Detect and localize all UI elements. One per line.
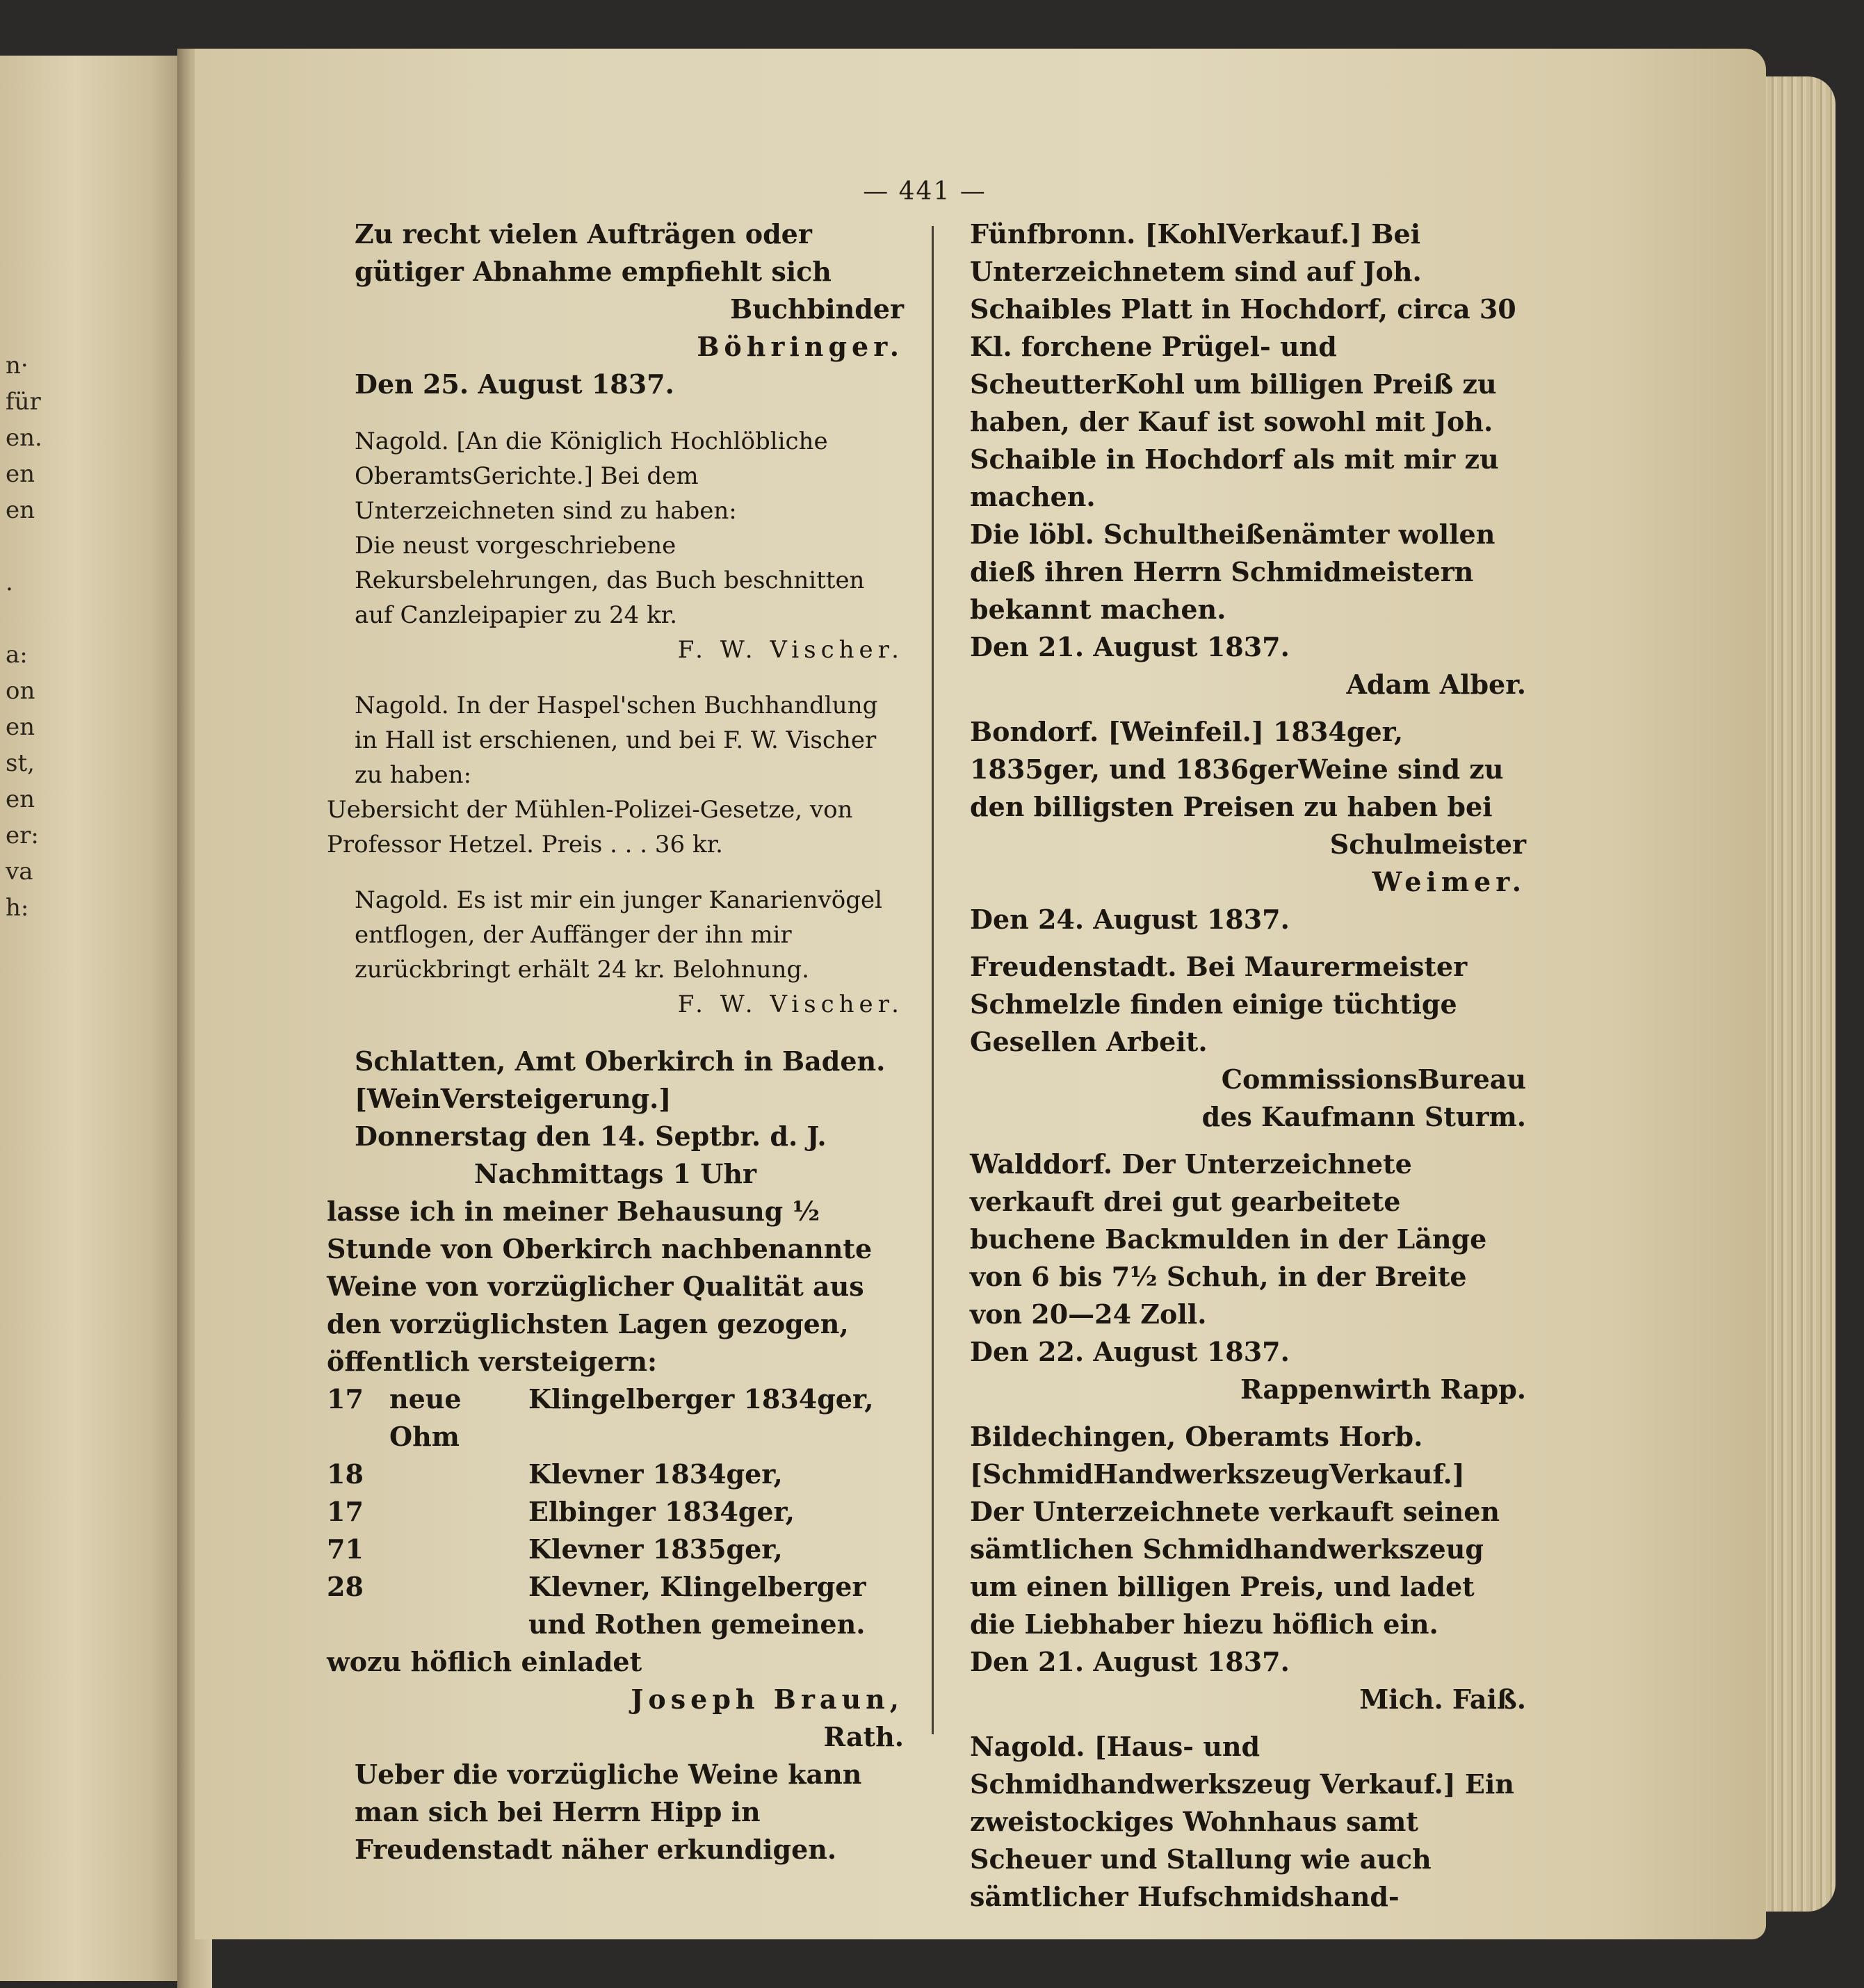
notice-text: Bondorf. [Weinfeil.] 1834ger, 1835ger, und 1836gerWeine sind zu den billigsten Preisen zu haben bei	[970, 716, 1504, 822]
notice-bondorf	[942, 713, 1526, 938]
notice-text: Fünfbronn. [KohlVerkauf.] Bei Unterzeichnetem sind auf Joh. Schaibles Platt in Hochdorf, circa 30 Kl. forchene Prügel- und ScheutterKohl um billigen Preiß zu haben, der Kauf ist sowohl mit Joh. Schaible in Hochdorf als mit mir zu machen.	[970, 218, 1516, 512]
notice-note: Ueber die vorzügliche Weine kann man sich bei Herrn Hipp in Freudenstadt näher erkundigen.	[355, 1759, 862, 1865]
right-column	[942, 215, 1526, 1916]
wine-row: 71 Klevner 1835ger,	[327, 1533, 783, 1565]
notice-fuenfbronn	[942, 215, 1526, 703]
notice-signature: Böhringer.	[697, 331, 904, 362]
notice-date: Den 24. August 1837.	[970, 904, 1290, 935]
notice-canary	[327, 883, 904, 1022]
notice-nagold-house	[942, 1728, 1526, 1916]
notice-signature: Buchbinder	[730, 293, 904, 325]
wine-row: 17 neue Ohm Klingelberger 1834ger,	[327, 1383, 874, 1452]
notice-signature: Joseph Braun,	[631, 1684, 904, 1715]
notice-date: Den 25. August 1837.	[355, 368, 674, 400]
notice-schlatten	[327, 1043, 904, 1868]
notice-signature: F. W. Vischer.	[677, 991, 904, 1018]
notice-text: Nagold. In der Haspel'schen Buchhandlung in Hall ist erschienen, und bei F. W. Vischer zu haben:	[355, 692, 878, 789]
notice-boehringer	[327, 215, 904, 403]
wine-row-continuation: und Rothen gemeinen.	[528, 1608, 866, 1640]
page-number: — 441 —	[863, 177, 987, 206]
notice-freudenstadt	[942, 948, 1526, 1136]
left-column	[327, 215, 904, 1868]
notice-text: lasse ich in meiner Behausung ½ Stunde von Oberkirch nachbenannte Weine von vorzüglicher Qualität aus den vorzüglichsten Lagen gezogen, öffentlich versteigern:	[327, 1196, 873, 1377]
notice-text: Walddorf. Der Unterzeichnete verkauft drei gut gearbeitete buchene Backmulden in der Länge von 6 bis 7½ Schuh, in der Breite von 20—24 Zoll.	[970, 1148, 1487, 1330]
left-page	[0, 56, 188, 1981]
notice-text: Die neust vorgeschriebene Rekursbelehrungen, das Buch beschnitten auf Canzleipapier zu 24 kr.	[355, 532, 865, 629]
notice-date: Den 22. August 1837.	[970, 1336, 1290, 1367]
notice-date: Den 21. August 1837.	[970, 1646, 1290, 1677]
notice-text: Uebersicht der Mühlen-Polizei-Gesetze, von Professor Hetzel. Preis . . . 36 kr.	[327, 796, 853, 858]
notice-signature: Mich. Faiß.	[1359, 1684, 1526, 1715]
notice-text: Nagold. [An die Königlich Hochlöbliche OberamtsGerichte.] Bei dem Unterzeichneten sind zu haben:	[355, 427, 828, 525]
notice-text: Freudenstadt. Bei Maurermeister Schmelzle finden einige tüchtige Gesellen Arbeit.	[970, 951, 1468, 1057]
notice-signature: des Kaufmann Sturm.	[1201, 1101, 1526, 1132]
notice-walddorf	[942, 1146, 1526, 1408]
notice-closing: wozu höflich einladet	[327, 1646, 642, 1677]
wine-list	[327, 1380, 904, 1643]
notice-signature: F. W. Vischer.	[677, 636, 904, 664]
wine-row: 28 Klevner, Klingelberger	[327, 1571, 866, 1602]
notice-signature: Schulmeister	[1329, 829, 1526, 860]
notice-text: Zu recht vielen Aufträgen oder gütiger Abnahme empfiehlt sich	[355, 218, 832, 287]
notice-heading: Schlatten, Amt Oberkirch in Baden. [WeinVersteigerung.]	[355, 1045, 886, 1114]
notice-signature: Adam Alber.	[1346, 669, 1526, 700]
notice-bildechingen	[942, 1418, 1526, 1718]
wine-row: 18 Klevner 1834ger,	[327, 1458, 783, 1490]
notice-haspel	[327, 688, 904, 862]
notice-signature: Rath.	[823, 1721, 904, 1752]
notice-text: Die löbl. Schultheißenämter wollen dieß ihren Herrn Schmidmeistern bekannt machen.	[970, 519, 1496, 625]
notice-text: Nagold. [Haus- und Schmidhandwerkszeug Verkauf.] Ein zweistockiges Wohnhaus samt Scheuer und Stallung wie auch sämtlicher Hufschmidshand-	[970, 1731, 1514, 1912]
notice-date: Donnerstag den 14. Septbr. d. J.	[355, 1121, 827, 1152]
notice-text: Bildechingen, Oberamts Horb. [SchmidHandwerkszeugVerkauf.] Der Unterzeichnete verkauft seinen sämtlichen Schmidhandwerkszeug um einen billigen Preis, und ladet die Liebhaber hiezu höflich ein.	[970, 1421, 1500, 1640]
notice-time: Nachmittags 1 Uhr	[473, 1158, 757, 1189]
wine-row: 17 Elbinger 1834ger,	[327, 1496, 795, 1527]
notice-date: Den 21. August 1837.	[970, 631, 1290, 662]
notice-signature: Weimer.	[1372, 866, 1526, 897]
notice-text: Nagold. Es ist mir ein junger Kanarienvögel entflogen, der Auffänger der ihn mir zurückbringt erhält 24 kr. Belohnung.	[355, 886, 882, 984]
column-divider	[932, 226, 934, 1734]
notice-signature: Rappenwirth Rapp.	[1240, 1374, 1526, 1405]
notice-vischer-books	[327, 424, 904, 667]
left-page-edge-text: n· für en. en en . a: on en st, en er: va h:	[6, 352, 42, 922]
notice-signature: CommissionsBureau	[1221, 1064, 1526, 1095]
